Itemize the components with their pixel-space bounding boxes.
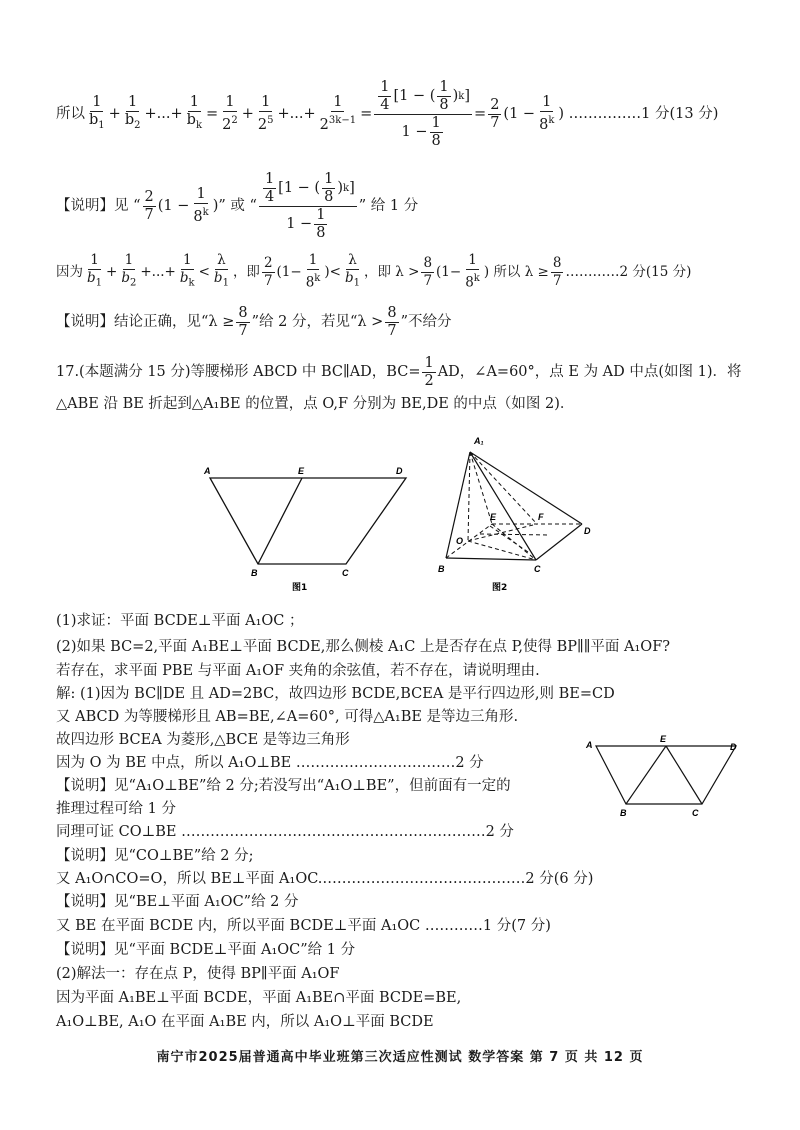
caption-fig1: 图1 — [292, 583, 308, 593]
body-line: A₁O⊥BE, A₁O 在平面 A₁BE 内，所以 A₁O⊥平面 BCDE — [56, 1014, 434, 1030]
label-A3: A — [586, 740, 593, 750]
label-E3: E — [660, 734, 667, 744]
problem-17-line1: 17.(本题满分 15 分)等腰梯形 ABCD 中 BC∥AD，BC= $\frac{1}{2}$ AD，∠A=60°，点 E 为 AD 中点(如图 1)．将 — [56, 354, 742, 389]
so-text: 所以 — [56, 106, 85, 122]
body-line: 【说明】见“BE⊥平面 A₁OC”给 2 分 — [56, 894, 299, 910]
body-line: 【说明】见“平面 BCDE⊥平面 A₁OC”给 1 分 — [56, 942, 356, 958]
body-line: 又 ABCD 为等腰梯形且 AB=BE,∠A=60°, 可得△A₁BE 是等边三角形. — [56, 709, 519, 725]
figure-2 — [430, 430, 605, 595]
body-line: (1)求证：平面 BCDE⊥平面 A₁OC ； — [56, 613, 304, 629]
note-1: 【说明】见 “ $\frac{2}{7}$ (1 − $\frac{1}{8^k}$ ) ” 或 “ $\frac{1}{4}$ [1 − ( $\frac{1}{8}$ ) k ] 1 − $\frac{1}{8}$ ” 给 1 分 — [56, 170, 419, 241]
label-C: C — [342, 568, 349, 578]
body-line: 若存在，求平面 PBE 与平面 A₁OF 夹角的余弦值，若不存在，请说明理由. — [56, 663, 540, 679]
label-D2: D — [584, 526, 591, 536]
body-line: 因为 O 为 BE 中点，所以 A₁O⊥BE ……………………………2 分 — [56, 755, 484, 771]
edge-bc — [446, 558, 536, 560]
body-line: 又 A₁O∩CO=O，所以 BE⊥平面 A₁OC.……………………………………2 分(6 分) — [56, 871, 594, 887]
label-C2: C — [534, 564, 541, 574]
frac-1-b1: $\frac{1}{b_1}$ — [89, 94, 105, 131]
label-E: E — [298, 466, 305, 476]
frac-1-2-5: $\frac{1}{2^5}$ — [257, 94, 274, 133]
frac-1-bk: $\frac{1}{b_k}$ — [186, 94, 202, 131]
body-line: 因为平面 A₁BE⊥平面 BCDE，平面 A₁BE∩平面 BCDE=BE, — [56, 990, 462, 1006]
frac-1-2-2: $\frac{1}{2^2}$ — [222, 94, 238, 133]
figure-3 — [582, 732, 752, 822]
sum-line: 所以 $\frac{1}{b_1}$ + $\frac{1}{b_2}$ +...+ $\frac{1}{b_k}$ = $\frac{1}{2^2}$ + $\frac{1}{2^5}$ +...+ $\frac{1}{2^{3k-1}}$ = $\frac{1}{4}$ [1 − ( $\frac{1}{8}$ ) k ] 1 − $\frac{1}{8}$ = $\frac{2}{7}$ (1 − $\frac{1}{8^k}$ ) ……………1 分(13 分) — [56, 78, 719, 149]
body-line: 同理可证 CO⊥BE ………………………………………………………2 分 — [56, 824, 514, 840]
frac-1-2-3k: $\frac{1}{2^{3k-1}}$ — [319, 94, 357, 133]
frac-1-b2: $\frac{1}{b_2}$ — [124, 94, 141, 131]
label-B: B — [251, 568, 258, 578]
problem-17-line2: △ABE 沿 BE 折起到△A₁BE 的位置，点 O,F 分别为 BE,DE 的中点（如图 2)． — [56, 396, 575, 412]
big-fraction: $\frac{1}{4}$ [1 − ( $\frac{1}{8}$ ) k ] 1 − $\frac{1}{8}$ — [374, 79, 472, 150]
label-B2: B — [438, 564, 445, 574]
caption-fig2: 图2 — [492, 583, 508, 593]
body-line: 故四边形 BCEA 为菱形,△BCE 是等边三角形 — [56, 732, 350, 748]
edge-a1c — [470, 452, 536, 560]
body-line: (2)解法一：存在点 P，使得 BP∥平面 A₁OF — [56, 966, 340, 982]
edge-a1d — [470, 452, 582, 524]
label-A: A — [204, 466, 211, 476]
body-line: 又 BE 在平面 BCDE 内，所以平面 BCDE⊥平面 A₁OC …………1 分(7 分) — [56, 918, 551, 934]
trapezoid-abcd — [210, 478, 406, 564]
label-E2: E — [490, 512, 497, 522]
page-footer: 南宁市2025届普通高中毕业班第三次适应性测试 数学答案 第 7 页 共 12 页 — [156, 1050, 644, 1065]
segment-be — [258, 478, 302, 564]
inequality-line: 因为 $\frac{1}{b_1}$ + $\frac{1}{b_2}$ +...+ $\frac{1}{b_k}$ < $\frac{\lambda}{b_1}$ ，即 $\frac{2}{7}$ (1− $\frac{1}{8^k}$ )< $\frac{\lambda}{b_1}$ ，即 λ > $\frac{8}{7}$ (1− $\frac{1}{8^k}$ ) 所以 λ ≥ $\frac{8}{7}$ …………2 分(15 分) — [56, 252, 692, 291]
label-D: D — [396, 466, 403, 476]
figure-1 — [196, 460, 426, 595]
label-O: O — [456, 536, 464, 546]
body-line: 【说明】见“CO⊥BE”给 2 分; — [56, 848, 254, 864]
label-B3: B — [620, 808, 627, 818]
edge-cd — [536, 524, 582, 560]
frac-1-8k: $\frac{1}{8^k}$ — [539, 94, 555, 133]
label-C3: C — [692, 808, 699, 818]
label-D3: D — [730, 742, 737, 752]
label-F: F — [538, 512, 544, 522]
body-line: 推理过程可给 1 分 — [56, 801, 176, 817]
note-2: 【说明】结论正确，见“λ ≥ $\frac{8}{7}$ ”给 2 分，若见“λ > $\frac{8}{7}$ ”不给分 — [56, 304, 452, 339]
label-A1: A₁ — [474, 436, 484, 446]
body-line: 解: (1)因为 BC∥DE 且 AD=2BC，故四边形 BCDE,BCEA 是平行四边形,则 BE=CD — [56, 686, 615, 702]
body-line: (2)如果 BC=2,平面 A₁BE⊥平面 BCDE,那么侧棱 A₁C 上是否存在点 P,使得 BP∥∥平面 A₁OF? — [56, 639, 671, 655]
frac-2-7: $\frac{2}{7}$ — [490, 96, 500, 131]
trapezoid-small — [596, 746, 736, 804]
body-line: 【说明】见“A₁O⊥BE”给 2 分;若没写出“A₁O⊥BE”，但前面有一定的 — [56, 778, 511, 794]
